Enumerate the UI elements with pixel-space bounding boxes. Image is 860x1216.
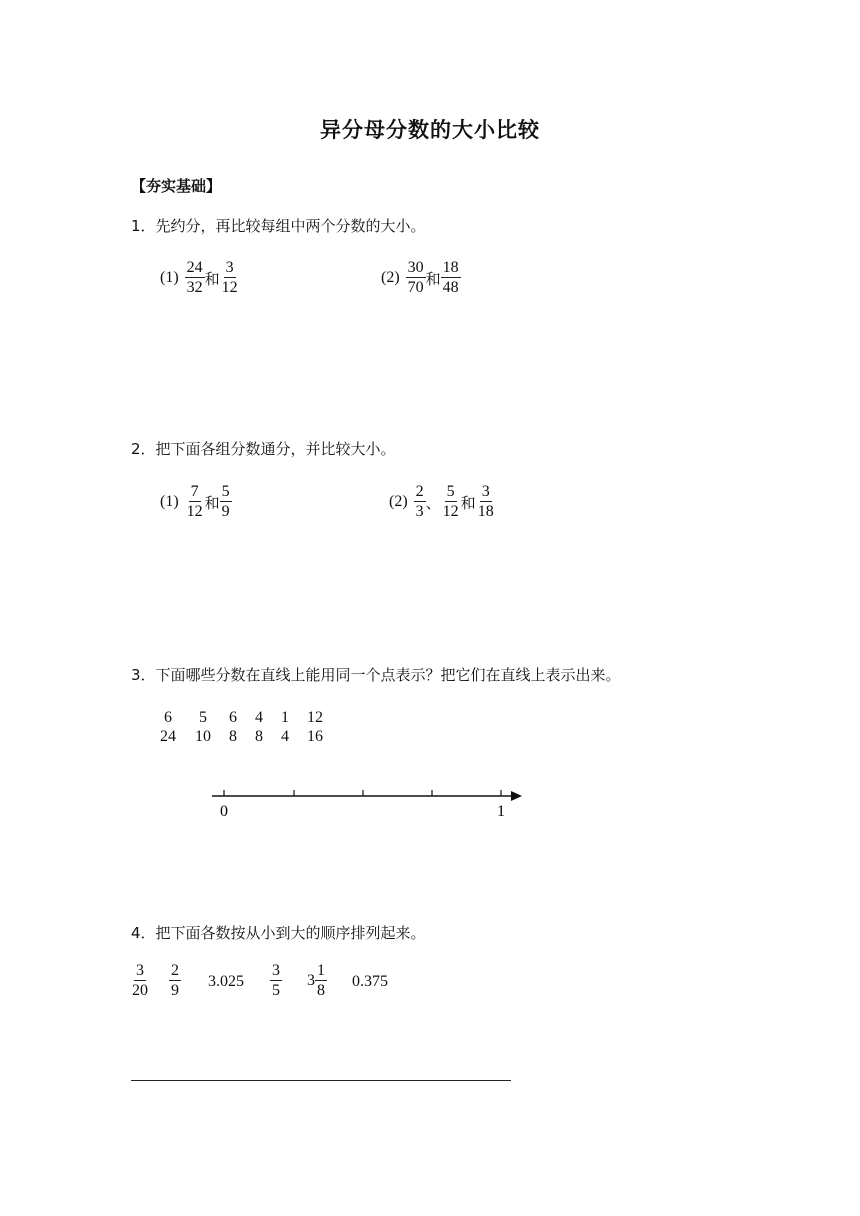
- line-end-label: 1: [497, 803, 505, 820]
- line-start-label: 0: [220, 803, 228, 820]
- fraction: $\frac{5}{12}$: [442, 483, 459, 520]
- q3-fraction: 5 10: [195, 709, 211, 745]
- q3-fraction: 4 8: [255, 709, 263, 745]
- q4-mixed-number: 3 $\frac{1}{8}$: [307, 962, 325, 999]
- fraction: $\frac{18}{48}$: [442, 259, 459, 296]
- q2-item-2-label: (2): [389, 493, 408, 510]
- conjunction: 和: [460, 493, 476, 512]
- q3-fraction: 1 4: [281, 709, 289, 745]
- conjunction: 和: [425, 269, 441, 288]
- page-title: 异分母分数的大小比较: [320, 118, 540, 142]
- q4-number: 3.025: [208, 973, 244, 990]
- fraction: $\frac{30}{70}$: [407, 259, 424, 296]
- q4-number: 0.375: [352, 973, 388, 990]
- q2-item-1-label: (1): [160, 493, 179, 510]
- fraction: $\frac{5}{9}$: [221, 483, 230, 520]
- answer-line: [131, 1080, 511, 1081]
- conjunction: 和: [204, 269, 220, 288]
- question-1-text: 1．先约分，再比较每组中两个分数的大小。: [131, 217, 426, 235]
- fraction: $\frac{24}{32}$: [186, 259, 203, 296]
- q4-number: $\frac{3}{5}$: [272, 962, 280, 999]
- question-3-text: 3．下面哪些分数在直线上能用同一个点表示？把它们在直线上表示出来。: [131, 666, 621, 684]
- conjunction: 和: [204, 493, 220, 512]
- q3-fraction: 12 16: [307, 709, 323, 745]
- fraction: $\frac{7}{12}$: [186, 483, 203, 520]
- fraction: $\frac{3}{12}$: [221, 259, 238, 296]
- q2-item-2: [389, 482, 496, 522]
- q4-number: $\frac{2}{9}$: [171, 962, 179, 999]
- fraction: $\frac{2}{3}$: [415, 483, 424, 520]
- question-2-text: 2．把下面各组分数通分，并比较大小。: [131, 440, 396, 458]
- question-4-text: 4．把下面各数按从小到大的顺序排列起来。: [131, 924, 426, 942]
- separator: 、: [425, 493, 441, 512]
- q1-item-1-label: (1): [160, 269, 179, 286]
- arrow-head-icon: [511, 791, 522, 801]
- q4-number: $\frac{3}{20}$: [132, 962, 148, 999]
- fraction: $\frac{3}{18}$: [477, 483, 494, 520]
- q1-item-2-label: (2): [381, 269, 400, 286]
- q3-fraction: 6 8: [229, 709, 237, 745]
- q1-item-1: [160, 258, 240, 298]
- number-line: [200, 780, 540, 830]
- section-heading: 【夯实基础】: [131, 177, 222, 195]
- q2-item-1: [160, 482, 232, 522]
- q3-fraction: 6 24: [160, 709, 176, 745]
- q1-item-2: [381, 258, 461, 298]
